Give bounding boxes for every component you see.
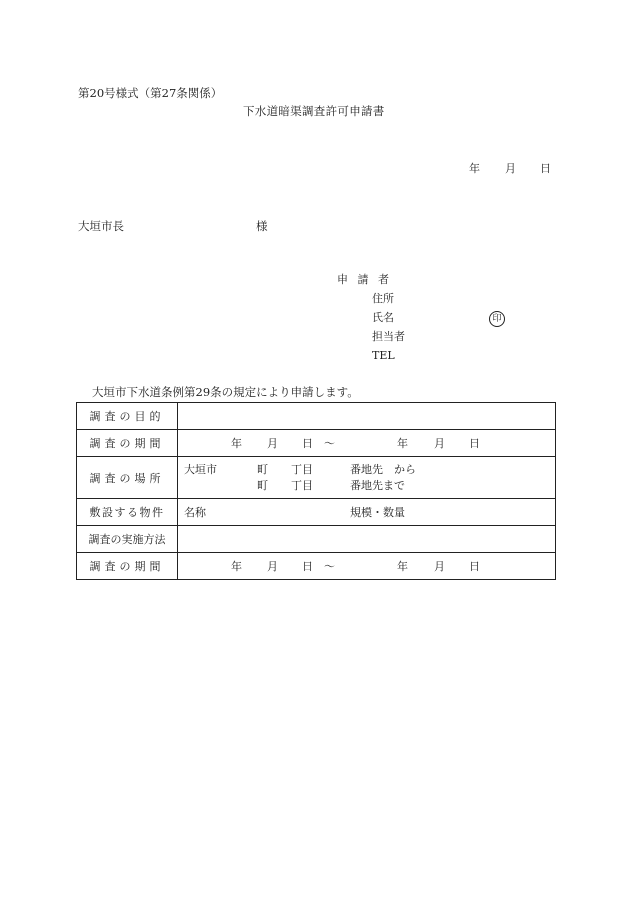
period-month: 月: [267, 437, 278, 450]
period-month-2: 月: [434, 437, 445, 450]
form-number: 第20号様式（第27条関係）: [78, 86, 223, 100]
intro-text: 大垣市下水道条例第29条の規定により申請します。: [92, 385, 359, 399]
applicant-address-label: 住所: [372, 292, 394, 305]
location-chome-2: 丁目: [291, 479, 313, 492]
period2-year-2: 年: [397, 560, 408, 573]
period2-day: 日: [302, 560, 313, 573]
table-row: [77, 526, 556, 553]
property-field[interactable]: [178, 499, 556, 526]
location-field[interactable]: [178, 457, 556, 499]
location-city: 大垣市: [184, 463, 217, 476]
table-row: [77, 403, 556, 430]
document-title: 下水道暗渠調査許可申請書: [243, 104, 385, 118]
date-month-label: 月: [505, 162, 516, 175]
period-day: 日: [302, 437, 313, 450]
date-year-label: 年: [469, 162, 480, 175]
applicant-heading: 申 請 者: [337, 273, 389, 286]
location-to: 番地先まで: [350, 479, 405, 492]
location-label: 調査の場所: [89, 471, 165, 485]
table-row: [77, 499, 556, 526]
location-from: 番地先 から: [350, 463, 416, 476]
date-day-label: 日: [540, 162, 551, 175]
applicant-tel-label: TEL: [372, 349, 395, 362]
table-row: [77, 553, 556, 580]
table-row: [77, 430, 556, 457]
period-label-cell: [77, 430, 178, 457]
period2-month-2: 月: [434, 560, 445, 573]
period2-label: 調査の期間: [89, 560, 165, 573]
period2-field[interactable]: [178, 553, 556, 580]
period-year-2: 年: [397, 437, 408, 450]
method-label-cell: [77, 526, 178, 553]
property-label-cell: [77, 499, 178, 526]
property-label: 敷設する物件: [89, 506, 165, 519]
period2-year: 年: [231, 560, 242, 573]
period-year: 年: [231, 437, 242, 450]
location-town-2: 町: [257, 479, 268, 492]
purpose-label: 調査の目的: [89, 410, 165, 423]
period-tilde: 〜: [324, 437, 335, 450]
applicant-contact-label: 担当者: [372, 330, 405, 343]
period-field[interactable]: [178, 430, 556, 457]
period-label: 調査の期間: [89, 437, 165, 450]
location-label-cell: [77, 457, 178, 499]
applicant-name-label: 氏名: [372, 311, 394, 324]
method-label: 調査の実施方法: [88, 533, 166, 546]
purpose-label-cell: [77, 403, 178, 430]
period2-day-2: 日: [469, 560, 480, 573]
property-name-label: 名称: [184, 506, 206, 519]
location-chome: 丁目: [291, 463, 313, 476]
property-scale-label: 規模・数量: [350, 506, 405, 519]
addressee-honorific: 様: [256, 219, 268, 233]
application-table: [76, 402, 556, 580]
period-day-2: 日: [469, 437, 480, 450]
method-field[interactable]: [178, 526, 556, 553]
addressee-name: 大垣市長: [78, 219, 124, 233]
table-row: [77, 457, 556, 499]
purpose-field[interactable]: [178, 403, 556, 430]
period2-label-cell: [77, 553, 178, 580]
location-town: 町: [257, 463, 268, 476]
seal-mark: 印: [489, 311, 505, 327]
period2-tilde: 〜: [324, 560, 335, 573]
period2-month: 月: [267, 560, 278, 573]
